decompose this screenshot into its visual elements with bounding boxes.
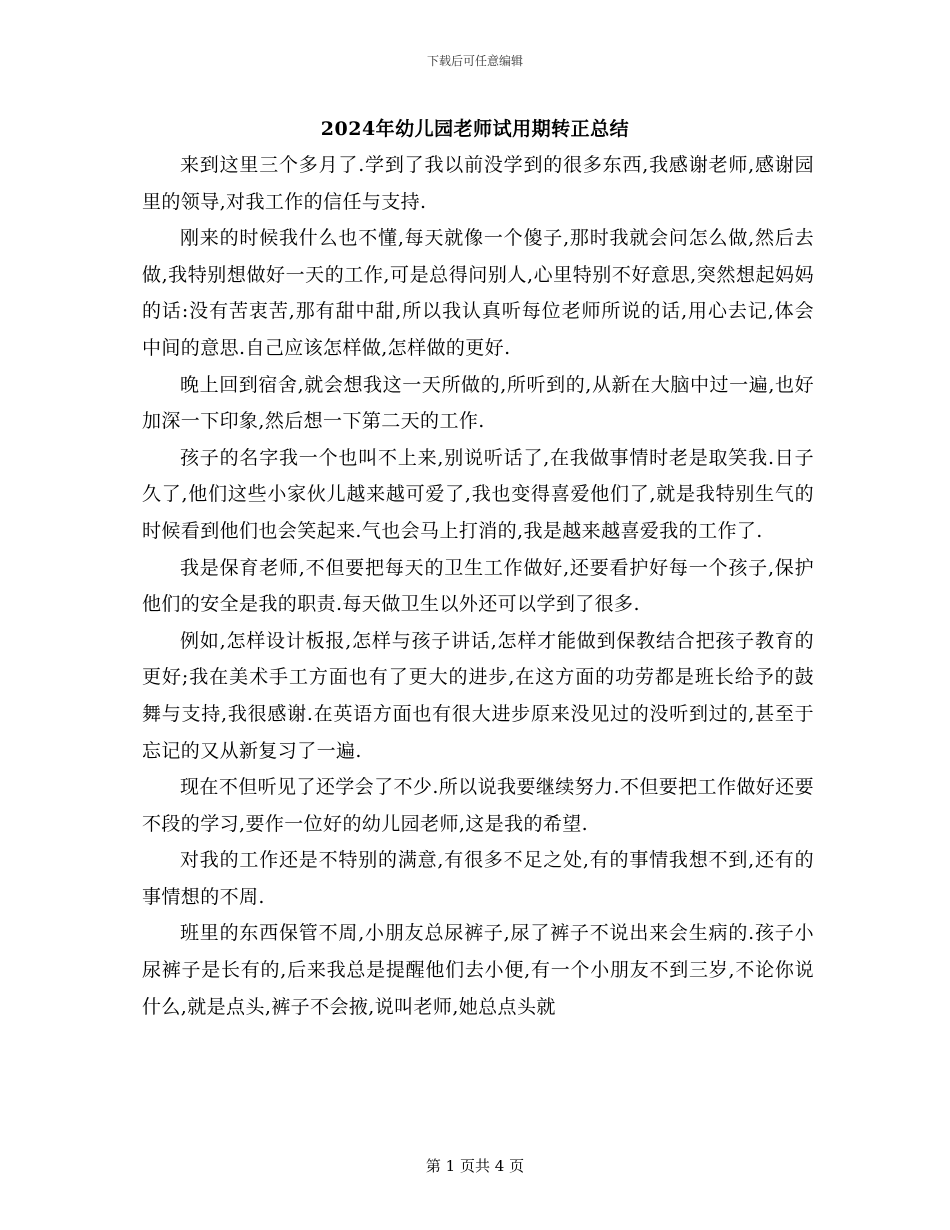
paragraph: 我是保育老师,不但要把每天的卫生工作做好,还要看护好每一个孩子,保护他们的安全是我的职责.每天做卫生以外还可以学到了很多.: [142, 556, 814, 616]
paragraph: 刚来的时候我什么也不懂,每天就像一个傻子,那时我就会问怎么做,然后去做,我特别想做好一天的工作,可是总得问别人,心里特别不好意思,突然想起妈妈的话:没有苦衷苦,那有甜中甜,所以我认真听每位老师所说的话,用心去记,体会中间的意思.自己应该怎样做,怎样做的更好.: [142, 227, 814, 359]
paragraph: 对我的工作还是不特别的满意,有很多不足之处,有的事情我想不到,还有的事情想的不周.: [142, 849, 814, 908]
page-number: 第 1 页共 4 页: [425, 1157, 525, 1175]
paragraph: 例如,怎样设计板报,怎样与孩子讲话,怎样才能做到保教结合把孩子教育的更好;我在美术手工方面也有了更大的进步,在这方面的功劳都是班长给予的鼓舞与支持,我很感谢.在英语方面也有很大进步原来没见过的没听到过的,甚至于忘记的又从新复习了一遍.: [142, 629, 814, 762]
paragraph: 晚上回到宿舍,就会想我这一天所做的,所听到的,从新在大脑中过一遍,也好加深一下印象,然后想一下第二天的工作.: [142, 373, 814, 433]
paragraph: 现在不但听见了还学会了不少.所以说我要继续努力.不但要把工作做好还要不段的学习,要作一位好的幼儿园老师,这是我的希望.: [142, 776, 814, 835]
document-title: 2024年幼儿园老师试用期转正总结: [320, 118, 630, 140]
paragraph: 班里的东西保管不周,小朋友总尿裤子,尿了裤子不说出来会生病的.孩子小尿裤子是长有的,后来我总是提醒他们去小便,有一个小朋友不到三岁,不论你说什么,就是点头,裤子不会掖,说叫老师,她总点头就: [142, 922, 814, 1018]
document-body: [142, 147, 814, 1025]
paragraph: 孩子的名字我一个也叫不上来,别说听话了,在我做事情时老是取笑我.日子久了,他们这些小家伙儿越来越可爱了,我也变得喜爱他们了,就是我特别生气的时候看到他们也会笑起来.气也会马上打消的,我是越来越喜爱我的工作了.: [142, 446, 814, 542]
paragraph: 来到这里三个多月了.学到了我以前没学到的很多东西,我感谢老师,感谢园里的领导,对我工作的信任与支持.: [142, 154, 814, 213]
header-note: 下载后可任意编辑: [426, 54, 523, 68]
